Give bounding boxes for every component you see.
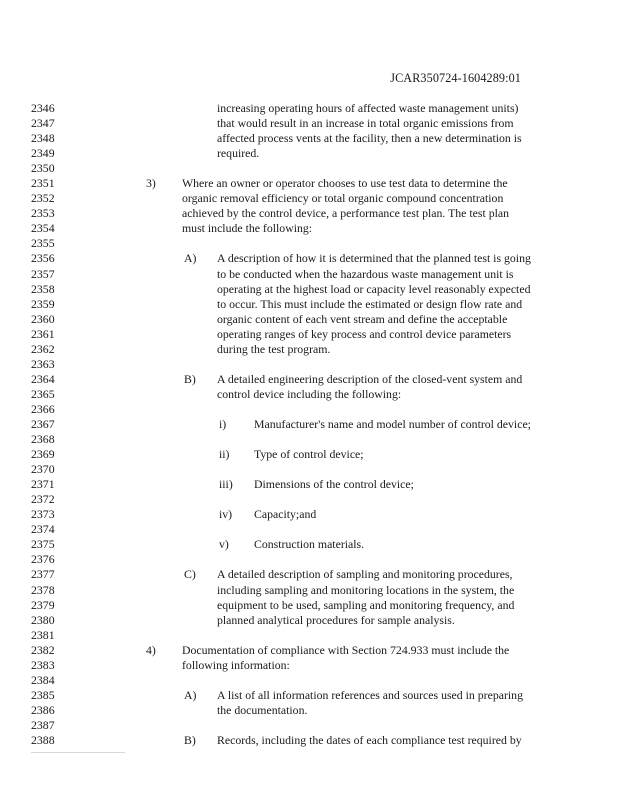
text-line <box>0 176 621 191</box>
paragraph-text: to occur. This must include the estimated or design flow rate and <box>217 296 523 311</box>
paragraph-text: A description of how it is determined that the planned test is going <box>217 251 531 266</box>
line-number: 2375 <box>31 537 55 552</box>
line-number: 2370 <box>31 462 55 477</box>
line-number: 2360 <box>31 311 55 326</box>
list-marker: A) <box>184 251 197 266</box>
text-line <box>0 583 621 598</box>
line-number: 2359 <box>31 296 55 311</box>
list-marker: ii) <box>219 447 230 462</box>
line-number: 2347 <box>31 116 55 131</box>
paragraph-text: increasing operating hours of affected waste management units) <box>217 101 519 115</box>
line-number: 2382 <box>31 642 55 657</box>
line-number: 2350 <box>31 161 55 176</box>
list-marker: v) <box>219 537 229 552</box>
text-line <box>0 251 621 266</box>
line-number: 2346 <box>31 101 55 115</box>
line-number: 2366 <box>31 401 55 416</box>
line-number: 2385 <box>31 687 55 702</box>
paragraph-text: following information: <box>182 657 290 672</box>
line-number: 2369 <box>31 447 55 462</box>
text-line <box>0 342 621 357</box>
line-number: 2353 <box>31 206 55 221</box>
list-marker: A) <box>184 687 197 702</box>
line-number: 2354 <box>31 221 55 236</box>
paragraph-text: operating ranges of key process and control device parameters <box>217 326 512 341</box>
text-line <box>0 191 621 206</box>
paragraph-text: achieved by the control device, a performance test plan. The test plan <box>182 206 510 221</box>
line-number: 2365 <box>31 386 55 401</box>
line-number: 2384 <box>31 672 55 687</box>
text-line <box>0 688 621 703</box>
text-line <box>0 733 621 748</box>
line-number: 2379 <box>31 597 55 612</box>
list-marker: i) <box>219 416 227 431</box>
paragraph-text: A detailed description of sampling and monitoring procedures, <box>217 567 513 582</box>
line-number: 2387 <box>31 717 55 732</box>
line-number: 2355 <box>31 236 55 251</box>
paragraph-text: A list of all information references and sources used in preparing <box>217 687 523 702</box>
text-line <box>0 537 621 552</box>
text-line <box>0 357 621 372</box>
text-line <box>0 432 621 447</box>
list-marker: 3) <box>146 176 156 191</box>
list-marker: C) <box>184 567 196 582</box>
line-number: 2381 <box>31 627 55 642</box>
list-marker: B) <box>184 732 196 747</box>
line-number: 2349 <box>31 146 55 161</box>
line-number: 2362 <box>31 341 55 356</box>
text-line <box>0 598 621 613</box>
line-number: 2377 <box>31 567 55 582</box>
line-number: 2357 <box>31 266 55 281</box>
text-line <box>0 522 621 537</box>
text-line <box>0 417 621 432</box>
line-numbered-text <box>0 101 621 748</box>
line-number: 2372 <box>31 492 55 507</box>
text-line <box>0 718 621 733</box>
line-number: 2356 <box>31 251 55 266</box>
text-line <box>0 282 621 297</box>
paragraph-text: during the test program. <box>217 341 331 356</box>
paragraph-text: equipment to be used, sampling and monitoring frequency, and <box>217 597 515 612</box>
paragraph-text: Capacity;and <box>254 507 317 522</box>
paragraph-text: control device including the following: <box>217 386 402 401</box>
line-number: 2380 <box>31 612 55 627</box>
paragraph-text: must include the following: <box>182 221 313 236</box>
paragraph-text: to be conducted when the hazardous waste management unit is <box>217 266 514 281</box>
line-number: 2386 <box>31 702 55 717</box>
paragraph-text: operating at the highest load or capacity level reasonably expected <box>217 281 531 296</box>
line-number: 2368 <box>31 432 55 447</box>
line-number: 2383 <box>31 657 55 672</box>
text-line <box>0 146 621 161</box>
line-number: 2374 <box>31 522 55 537</box>
text-line <box>0 477 621 492</box>
paragraph-text: that would result in an increase in total organic emissions from <box>217 116 514 131</box>
paragraph-text: the documentation. <box>217 702 308 717</box>
paragraph-text: Documentation of compliance with Section 724.933 must include the <box>182 642 510 657</box>
text-line <box>0 101 621 116</box>
paragraph-text: A detailed engineering description of the closed-vent system and <box>217 371 523 386</box>
text-line <box>0 462 621 477</box>
paragraph-text: Type of control device; <box>254 447 364 462</box>
text-line <box>0 312 621 327</box>
line-number: 2367 <box>31 416 55 431</box>
text-line <box>0 387 621 402</box>
paragraph-text: organic removal efficiency or total organic compound concentration <box>182 191 504 206</box>
text-line <box>0 116 621 131</box>
paragraph-text: Manufacturer's name and model number of control device; <box>254 416 531 431</box>
line-number: 2363 <box>31 356 55 371</box>
text-line <box>0 161 621 176</box>
paragraph-text: organic content of each vent stream and define the acceptable <box>217 311 508 326</box>
text-line <box>0 613 621 628</box>
line-number: 2348 <box>31 131 55 146</box>
line-number: 2358 <box>31 281 55 296</box>
text-line <box>0 673 621 688</box>
paragraph-text: including sampling and monitoring locations in the system, the <box>217 582 515 597</box>
line-number: 2361 <box>31 326 55 341</box>
paragraph-text: Construction materials. <box>254 537 365 552</box>
line-number: 2378 <box>31 582 55 597</box>
list-marker: iii) <box>219 477 233 492</box>
text-line <box>0 703 621 718</box>
line-number: 2371 <box>31 477 55 492</box>
line-number: 2373 <box>31 507 55 522</box>
text-line <box>0 658 621 673</box>
list-marker: 4) <box>146 642 156 657</box>
paragraph-text: Where an owner or operator chooses to use test data to determine the <box>182 176 508 191</box>
text-line <box>0 221 621 236</box>
text-line <box>0 267 621 282</box>
line-number: 2351 <box>31 176 55 191</box>
line-number: 2364 <box>31 371 55 386</box>
line-number: 2388 <box>31 732 55 747</box>
text-line <box>0 628 621 643</box>
paragraph-text: planned analytical procedures for sample analysis. <box>217 612 455 627</box>
text-line <box>0 297 621 312</box>
text-line <box>0 327 621 342</box>
text-line <box>0 206 621 221</box>
text-line <box>0 447 621 462</box>
text-line <box>0 552 621 567</box>
text-line <box>0 567 621 582</box>
paragraph-text: required. <box>217 146 260 161</box>
text-line <box>0 236 621 251</box>
text-line <box>0 643 621 658</box>
paragraph-text: Records, including the dates of each compliance test required by <box>217 732 522 747</box>
document-id-header: JCAR350724-1604289:01 <box>390 71 521 85</box>
footer-rule <box>31 752 125 753</box>
list-marker: B) <box>184 371 196 386</box>
list-marker: iv) <box>219 507 233 522</box>
paragraph-text: Dimensions of the control device; <box>254 477 414 492</box>
text-line <box>0 507 621 522</box>
line-number: 2376 <box>31 552 55 567</box>
text-line <box>0 131 621 146</box>
text-line <box>0 372 621 387</box>
text-line <box>0 492 621 507</box>
text-line <box>0 402 621 417</box>
paragraph-text: affected process vents at the facility, then a new determination is <box>217 131 522 146</box>
line-number: 2352 <box>31 191 55 206</box>
